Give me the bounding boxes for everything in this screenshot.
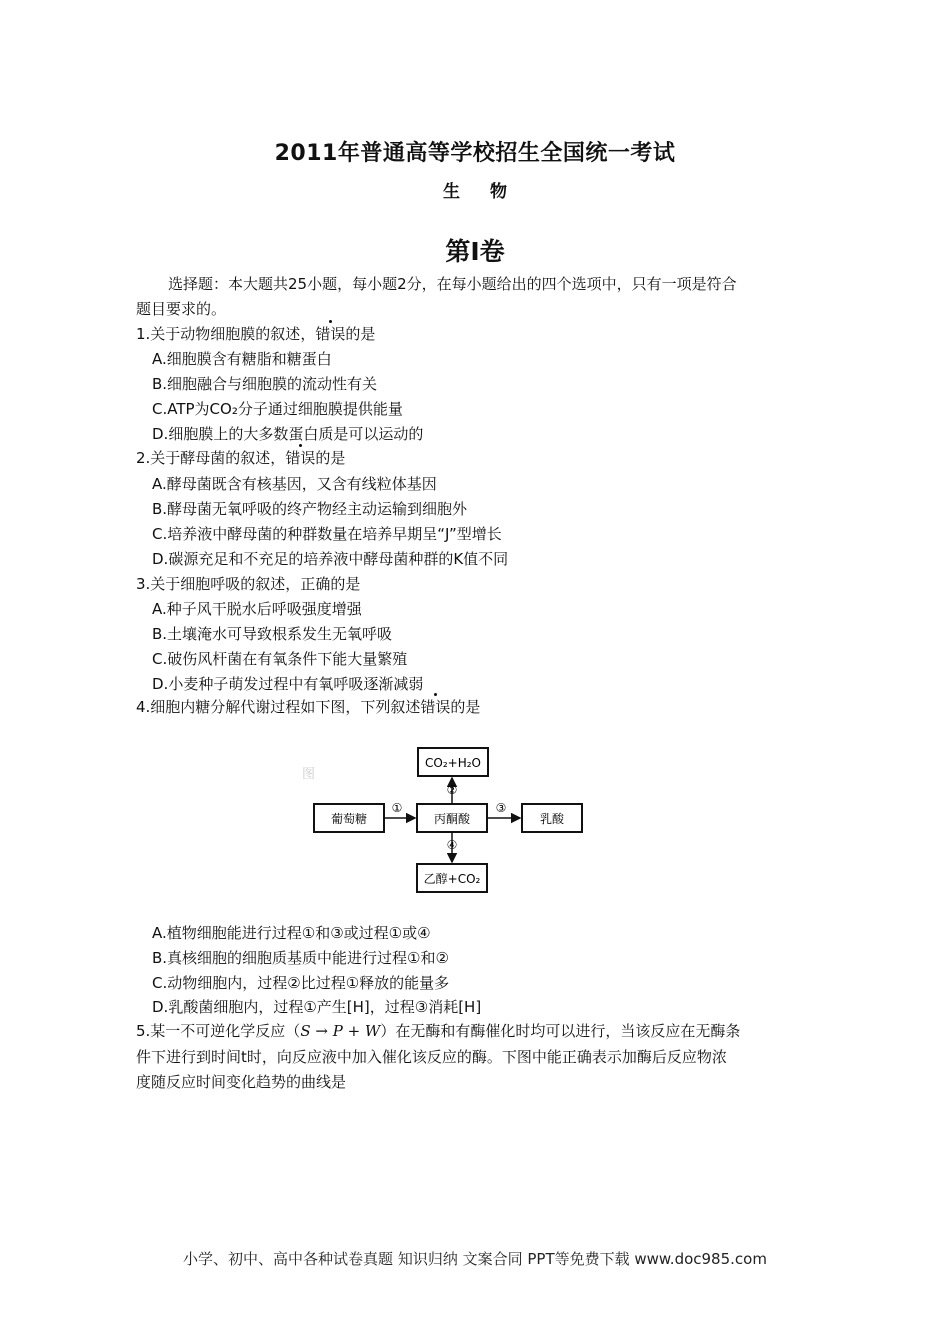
intro-line-1: 选择题：本大题共25小题，每小题2分，在每小题给出的四个选项中，只有一项是符合 [168,275,737,293]
question-4-option-d: D.乳酸菌细胞内，过程①产生[H]，过程③消耗[H] [152,998,482,1016]
question-3-option-c: C.破伤风杆菌在有氧条件下能大量繁殖 [152,650,408,668]
lactic-acid-label: 乳酸 [539,812,565,826]
question-2-option-a: A.酵母菌既含有核基因，又含有线粒体基因 [152,475,437,493]
question-3-option-d: D.小麦种子萌发过程中有氧呼吸逐渐减弱 [152,675,424,693]
question-5-stem-line-2: 件下进行到时间t时，向反应液中加入催化该反应的酶。下图中能正确表示加酶后反应物浓 [136,1048,727,1066]
footer-text: 小学、初中、高中各种试卷真题 知识归纳 文案合同 PPT等免费下载 www.doc985.com [183,1250,767,1268]
question-2-option-b: B.酵母菌无氧呼吸的终产物经主动运输到细胞外 [152,500,468,518]
exam-subject: 生 物 [443,182,507,202]
question-2-stem-post: 的是 [315,449,346,467]
question-2-stem [136,448,345,468]
question-1-option-d: D.细胞膜上的大多数蛋白质是可以运动的 [152,425,424,443]
question-2-stem-pre: 2.关于酵母菌的叙述， [136,449,286,467]
question-1-stem [136,324,375,344]
question-2-option-d: D.碳源充足和不充足的培养液中酵母菌种群的K值不同 [152,550,509,568]
question-2-emphasis: 错误 [285,449,316,467]
question-5-pre: 5.某一不可逆化学反应（ [136,1022,301,1040]
question-3-option-b: B.土壤淹水可导致根系发生无氧呼吸 [152,625,393,643]
intro-line-2: 题目要求的。 [136,300,227,318]
ethanol-co2-label: 乙醇+CO₂ [423,872,481,886]
question-4-emphasis: 错误 [420,698,451,716]
faint-figure-label: 图 [302,767,316,782]
question-1-option-b: B.细胞融合与细胞膜的流动性有关 [152,375,378,393]
question-2-option-c: C.培养液中酵母菌的种群数量在培养早期呈“J”型增长 [152,525,502,543]
question-1-option-c: C.ATP为CO₂分子通过细胞膜提供能量 [152,400,403,418]
step-3-label: ③ [495,801,507,815]
question-1-stem-pre: 1.关于动物细胞膜的叙述， [136,325,316,343]
metabolism-diagram [300,742,600,902]
question-5-stem-line-1 [136,1021,740,1041]
question-5-formula: S → P + W [300,1022,381,1040]
question-3-option-a: A.种子风干脱水后呼吸强度增强 [152,600,362,618]
question-5-stem-line-3: 度随反应时间变化趋势的曲线是 [136,1073,347,1091]
question-4-stem-post: 的是 [450,698,481,716]
co2-h2o-label: CO₂+H₂O [425,756,481,770]
question-4-stem [136,697,480,717]
step-2-label: ② [446,783,458,797]
question-1-option-a: A.细胞膜含有糖脂和糖蛋白 [152,350,332,368]
question-1-stem-post: 的是 [345,325,376,343]
volume-heading: 第I卷 [445,237,505,266]
question-3-stem: 3.关于细胞呼吸的叙述，正确的是 [136,575,361,593]
pyruvate-label: 丙酮酸 [433,812,471,826]
question-4-option-b: B.真核细胞的细胞质基质中能进行过程①和② [152,949,449,967]
question-4-option-a: A.植物细胞能进行过程①和③或过程①或④ [152,924,431,942]
glucose-label: 葡萄糖 [330,812,368,826]
exam-title: 2011年普通高等学校招生全国统一考试 [274,141,676,166]
question-1-emphasis: 错误 [315,325,346,343]
question-4-stem-pre: 4.细胞内糖分解代谢过程如下图，下列叙述 [136,698,421,716]
question-4-option-c: C.动物细胞内，过程②比过程①释放的能量多 [152,974,450,992]
question-5-post: ）在无酶和有酶催化时均可以进行，当该反应在无酶条 [380,1022,741,1040]
step-4-label: ④ [446,838,458,852]
step-1-label: ① [391,801,403,815]
